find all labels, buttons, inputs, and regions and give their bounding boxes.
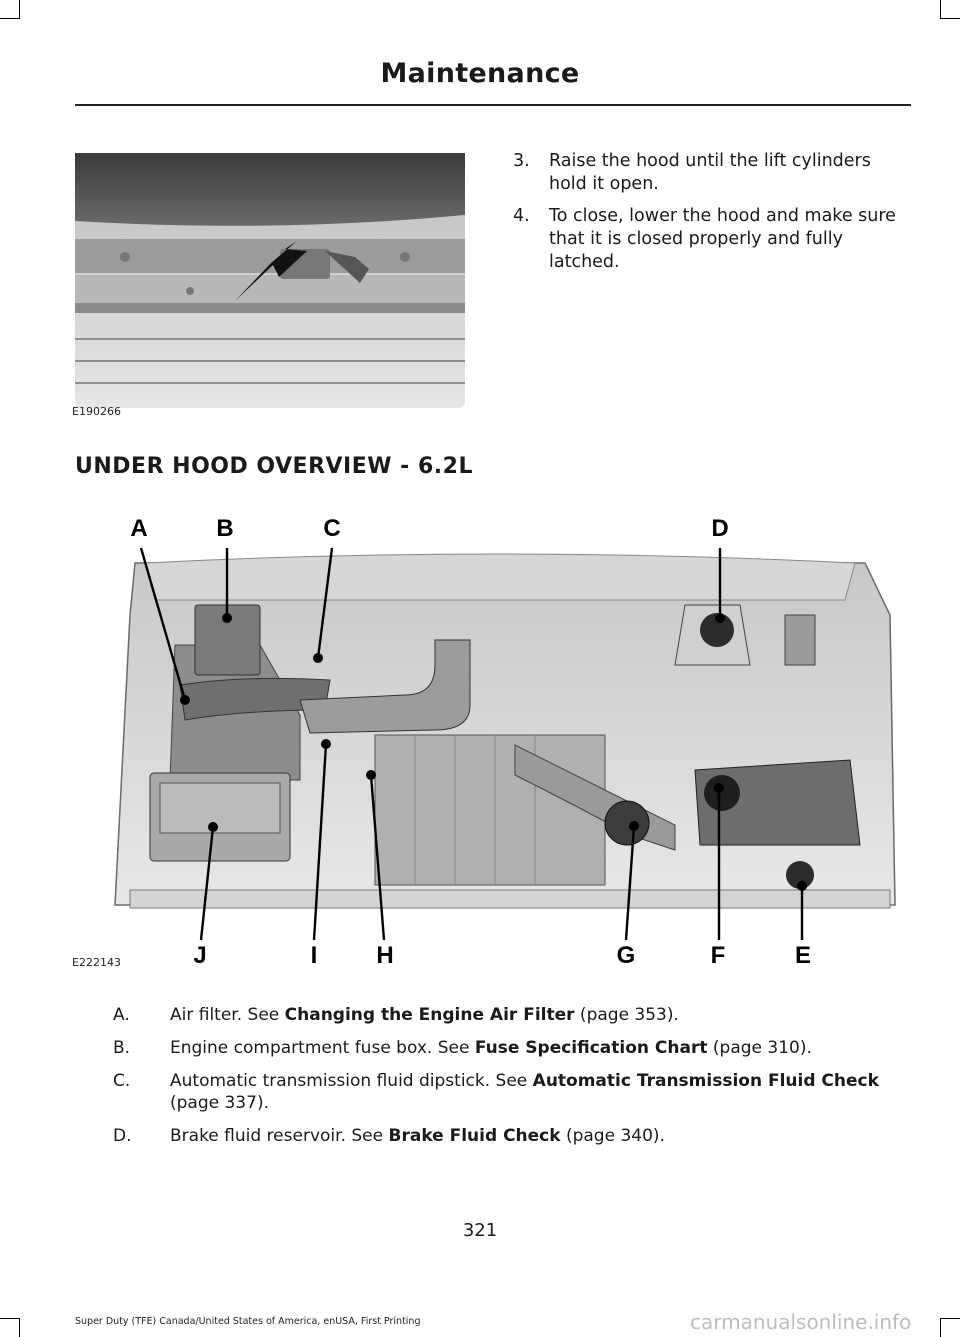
engine-compartment-illustration bbox=[75, 505, 920, 970]
callout-label-a: A bbox=[130, 515, 148, 542]
watermark: carmanualsonline.info bbox=[690, 1310, 912, 1334]
legend-page: (page 310). bbox=[707, 1038, 812, 1058]
component-legend bbox=[75, 1004, 915, 1158]
legend-item-d bbox=[75, 1125, 915, 1147]
hood-latch-figure bbox=[72, 153, 465, 418]
callout-label-d: D bbox=[711, 515, 729, 542]
page-title: Maintenance bbox=[380, 58, 580, 89]
hood-latch-illustration bbox=[75, 153, 465, 408]
step-text: Raise the hood until the lift cylinders hold it open. bbox=[549, 151, 871, 194]
crop-mark bbox=[940, 1318, 960, 1319]
figure-code: E222143 bbox=[72, 956, 121, 969]
legend-reference-link[interactable]: Brake Fluid Check bbox=[388, 1126, 561, 1146]
crop-mark bbox=[0, 18, 20, 19]
legend-page: (page 340). bbox=[560, 1126, 665, 1146]
callout-label-h: H bbox=[376, 942, 394, 969]
crop-mark bbox=[19, 1318, 20, 1337]
legend-page: (page 337). bbox=[170, 1093, 269, 1113]
crop-mark bbox=[0, 1318, 20, 1319]
legend-letter: D. bbox=[113, 1126, 132, 1146]
legend-letter: A. bbox=[113, 1005, 130, 1025]
legend-letter: C. bbox=[113, 1071, 131, 1091]
header-divider bbox=[75, 104, 911, 106]
legend-item-b bbox=[75, 1037, 915, 1059]
legend-item-c bbox=[75, 1070, 915, 1114]
legend-reference-link[interactable]: Fuse Specification Chart bbox=[474, 1038, 708, 1058]
legend-item-a bbox=[75, 1004, 915, 1026]
section-heading: UNDER HOOD OVERVIEW - 6.2L bbox=[75, 454, 473, 479]
callout-label-f: F bbox=[710, 942, 726, 969]
legend-text: Automatic transmission fluid dipstick. See bbox=[170, 1071, 533, 1091]
legend-letter: B. bbox=[113, 1038, 131, 1058]
legend-text: Brake fluid reservoir. See bbox=[170, 1126, 389, 1146]
step-number: 3. bbox=[513, 151, 530, 171]
callout-label-b: B bbox=[216, 515, 234, 542]
step-4 bbox=[513, 205, 913, 274]
step-3 bbox=[513, 150, 913, 196]
engine-compartment-figure bbox=[72, 505, 920, 970]
legend-reference-link[interactable]: Automatic Transmission Fluid Check bbox=[532, 1071, 879, 1091]
crop-mark bbox=[940, 0, 941, 18]
step-number: 4. bbox=[513, 206, 530, 226]
legend-text: Engine compartment fuse box. See bbox=[170, 1038, 475, 1058]
legend-reference-link[interactable]: Changing the Engine Air Filter bbox=[284, 1005, 575, 1025]
crop-mark bbox=[940, 18, 960, 19]
crop-mark bbox=[940, 1318, 941, 1337]
legend-page: (page 353). bbox=[574, 1005, 679, 1025]
callout-label-i: I bbox=[310, 942, 318, 969]
callout-label-g: G bbox=[616, 942, 636, 969]
callout-label-c: C bbox=[323, 515, 341, 542]
footer-edition: Super Duty (TFE) Canada/United States of America, enUSA, First Printing bbox=[75, 1316, 421, 1327]
crop-mark bbox=[19, 0, 20, 18]
procedure-steps bbox=[513, 150, 913, 283]
figure-code: E190266 bbox=[72, 405, 121, 418]
legend-text: Air filter. See bbox=[170, 1005, 285, 1025]
callout-label-e: E bbox=[794, 942, 812, 969]
step-text: To close, lower the hood and make sure that it is closed properly and fully latched. bbox=[549, 206, 896, 272]
callout-label-j: J bbox=[193, 942, 207, 969]
page-number: 321 bbox=[462, 1220, 498, 1241]
